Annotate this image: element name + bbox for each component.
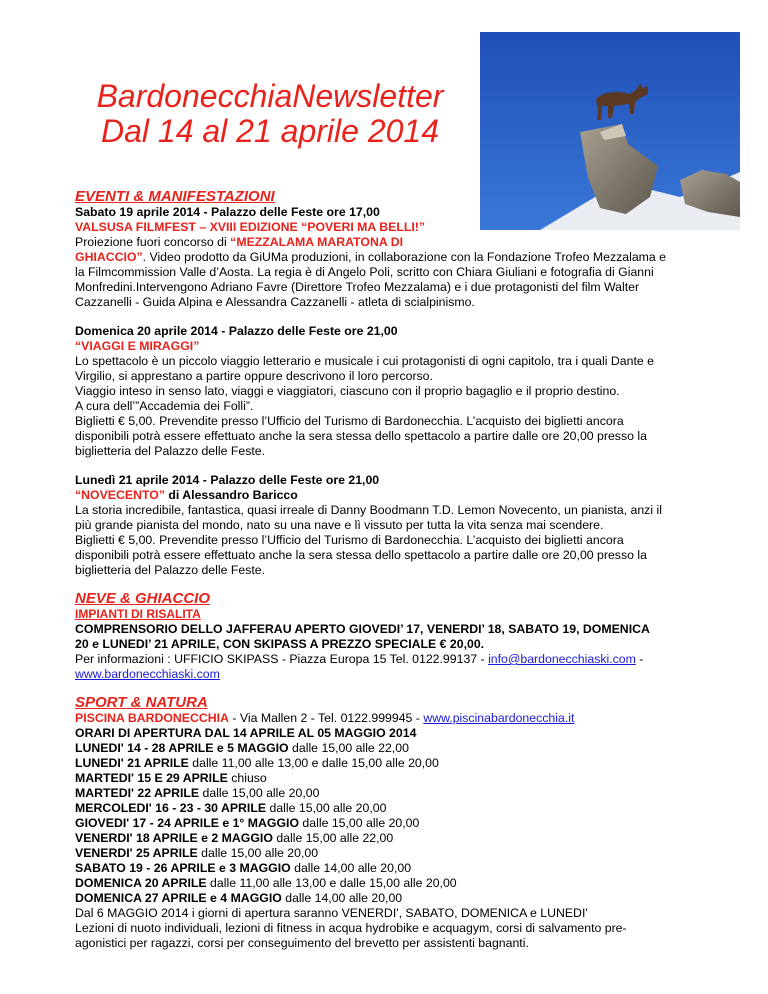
opening-hours-row <box>75 891 705 906</box>
event-date: Lunedì 21 aprile 2014 - Palazzo delle Feste ore 21,00 <box>75 473 380 487</box>
opening-hours-row <box>75 756 705 771</box>
opening-hours-list <box>75 741 705 906</box>
opening-hours: chiuso <box>227 771 267 785</box>
event-date: Sabato 19 aprile 2014 - Palazzo delle Feste ore 17,00 <box>75 205 380 219</box>
event-title-line <box>75 488 705 503</box>
pool-info-line: agonistici per ragazzi, corsi per conseguimento del brevetto per assistenti bagnanti. <box>75 936 529 950</box>
opening-hours-row <box>75 831 705 846</box>
event-description-line: Monfredini.Intervengono Adriano Favre (Direttore Trofeo Mezzalama) e i due protagonisti del film Walter <box>75 280 640 294</box>
opening-day: VENERDI' 25 APRILE <box>75 846 198 860</box>
opening-hours: dalle 15,00 alle 20,00 <box>266 801 387 815</box>
opening-hours-row <box>75 786 705 801</box>
event-description-line: Cazzanelli - Guida Alpina e Alessandra Cazzanelli - atleta di scialpinismo. <box>75 295 475 309</box>
pool-info-line: Lezioni di nuoto individuali, lezioni di fitness in acqua hydrobike e acquagym, corsi di salvamento pre- <box>75 921 627 935</box>
opening-hours: dalle 15,00 alle 22,00 <box>288 741 409 755</box>
opening-hours-row <box>75 876 705 891</box>
opening-hours: dalle 15,00 alle 20,00 <box>199 786 320 800</box>
opening-day: DOMENICA 27 APRILE e 4 MAGGIO <box>75 891 282 905</box>
opening-hours: dalle 15,00 alle 22,00 <box>272 831 394 845</box>
opening-hours: dalle 15,00 alle 20,00 <box>197 846 319 860</box>
event-description-line: Lo spettacolo è un piccolo viaggio letterario e musicale i cui protagonisti di ogni capitolo, tra i quali Dante e <box>75 354 654 368</box>
opening-hours: dalle 11,00 alle 13,00 e dalle 15,00 alle 20,00 <box>206 876 457 890</box>
event-description-line: La storia incredibile, fantastica, quasi irreale di Danny Boodmann T.D. Lemon Novecento, un pianista, anzi il <box>75 503 662 517</box>
opening-hours-row <box>75 861 705 876</box>
film-title-end: GHIACCIO” <box>75 250 143 264</box>
event-description-line: disponibili potrà essere effettuato anche la sera stessa dello spettacolo a partire dalle ore 20,00 presso la <box>75 548 647 562</box>
opening-day: GIOVEDI' 17 - 24 APRILE e 1° MAGGIO <box>75 816 300 830</box>
pool-contact: PISCINA BARDONECCHIA - Via Mallen 2 - Tel. 0122.999945 - www.piscinabardonecchia.it <box>75 711 575 725</box>
opening-day: LUNEDI' 14 - 28 APRILE e 5 MAGGIO <box>75 741 289 755</box>
skipass-contact: Per informazioni : UFFICIO SKIPASS - Piazza Europa 15 Tel. 0122.99137 - info@bardonecchiaski.com - <box>75 652 644 666</box>
opening-hours-row <box>75 816 705 831</box>
event-author: di Alessandro Baricco <box>164 488 298 502</box>
newsletter-body <box>75 188 705 951</box>
skipass-website-link[interactable]: www.bardonecchiaski.com <box>75 667 220 681</box>
opening-day: LUNEDI' 21 APRILE <box>75 756 189 770</box>
newsletter-date-range: Dal 14 al 21 aprile 2014 <box>100 113 439 149</box>
event-description-line: la Filmcommission Valle d’Aosta. La regia è di Angelo Poli, scritto con Chiara Giuliani e fotografia di Gianni <box>75 265 654 279</box>
event-description-line: più grande pianista del mondo, nato su una nave e lì vissuto per tutta la vita senza mai scendere. <box>75 518 604 532</box>
opening-hours: dalle 11,00 alle 13,00 e dalle 15,00 alle 20,00 <box>188 756 439 770</box>
event-description-line: A cura dell’”Accademia dei Folli”. <box>75 399 254 413</box>
event-description-line: Biglietti € 5,00. Prevendite presso l’Ufficio del Turismo di Bardonecchia. L’acquisto dei biglietti ancora <box>75 414 624 428</box>
event-description: GHIACCIO”. Video prodotto da GiUMa produzioni, in collaborazione con la Fondazione Trofeo Mezzalama e <box>75 250 667 264</box>
section-heading-eventi: EVENTI & MANIFESTAZIONI <box>75 188 275 205</box>
opening-hours: dalle 14,00 alle 20,00 <box>281 891 403 905</box>
opening-hours-row <box>75 771 705 786</box>
pool-name: PISCINA BARDONECCHIA <box>75 711 229 725</box>
opening-hours: dalle 15,00 alle 20,00 <box>299 816 420 830</box>
section-heading-neve: NEVE & GHIACCIO <box>75 590 211 607</box>
opening-day: DOMENICA 20 APRILE <box>75 876 207 890</box>
opening-hours-row <box>75 801 705 816</box>
section-heading-sport: SPORT & NATURA <box>75 694 208 711</box>
opening-hours: dalle 14,00 alle 20,00 <box>290 861 412 875</box>
event-title: “VIAGGI E MIRAGGI” <box>75 339 200 353</box>
opening-day: MARTEDI' 22 APRILE <box>75 786 200 800</box>
skipass-email-link[interactable]: info@bardonecchiaski.com <box>488 652 636 666</box>
event-description-line: disponibili potrà essere effettuato anche la sera stessa dello spettacolo a partire dalle ore 20,00 presso la <box>75 429 647 443</box>
opening-day: MARTEDI' 15 E 29 APRILE <box>75 771 228 785</box>
opening-hours-row <box>75 846 705 861</box>
event-title: VALSUSA FILMFEST – XVIII EDIZIONE “POVERI MA BELLI!” <box>75 220 426 234</box>
subsection-heading: IMPIANTI DI RISALITA <box>75 607 201 621</box>
opening-day: SABATO 19 - 26 APRILE e 3 MAGGIO <box>75 861 291 875</box>
event-description-line: biglietteria del Palazzo delle Feste. <box>75 444 266 458</box>
event-title: “NOVECENTO” <box>75 488 165 502</box>
pool-info-line: Dal 6 MAGGIO 2014 i giorni di apertura saranno VENERDI', SABATO, DOMENICA e LUNEDI' <box>75 906 588 920</box>
event-description-line: biglietteria del Palazzo delle Feste. <box>75 563 266 577</box>
event-intro: Proiezione fuori concorso di “MEZZALAMA MARATONA DI <box>75 235 403 249</box>
pool-website-link[interactable]: www.piscinabardonecchia.it <box>423 711 575 725</box>
newsletter-title: BardonecchiaNewsletter <box>96 78 444 114</box>
ski-info-line: COMPRENSORIO DELLO JAFFERAU APERTO GIOVEDI’ 17, VENERDI’ 18, SABATO 19, DOMENICA <box>75 622 650 636</box>
film-title: “MEZZALAMA MARATONA DI <box>230 235 403 249</box>
opening-hours-title: ORARI DI APERTURA DAL 14 APRILE AL 05 MAGGIO 2014 <box>75 726 417 740</box>
opening-day: VENERDI' 18 APRILE e 2 MAGGIO <box>75 831 273 845</box>
event-description-line: Virgilio, si apprestano a partire oppure descrivono il loro percorso. <box>75 369 433 383</box>
event-date: Domenica 20 aprile 2014 - Palazzo delle Feste ore 21,00 <box>75 324 398 338</box>
skipass-website <box>75 667 705 682</box>
ski-info-line: 20 e LUNEDI’ 21 APRILE, CON SKIPASS A PREZZO SPECIALE € 20,00. <box>75 637 485 651</box>
event-description-line: Viaggio inteso in senso lato, viaggi e viaggiatori, ciascuno con il proprio bagaglio e il proprio destino. <box>75 384 620 398</box>
event-description-line: Biglietti € 5,00. Prevendite presso l’Ufficio del Turismo di Bardonecchia. L’acquisto dei biglietti ancora <box>75 533 624 547</box>
opening-day: MERCOLEDI' 16 - 23 - 30 APRILE <box>75 801 267 815</box>
opening-hours-row <box>75 741 705 756</box>
